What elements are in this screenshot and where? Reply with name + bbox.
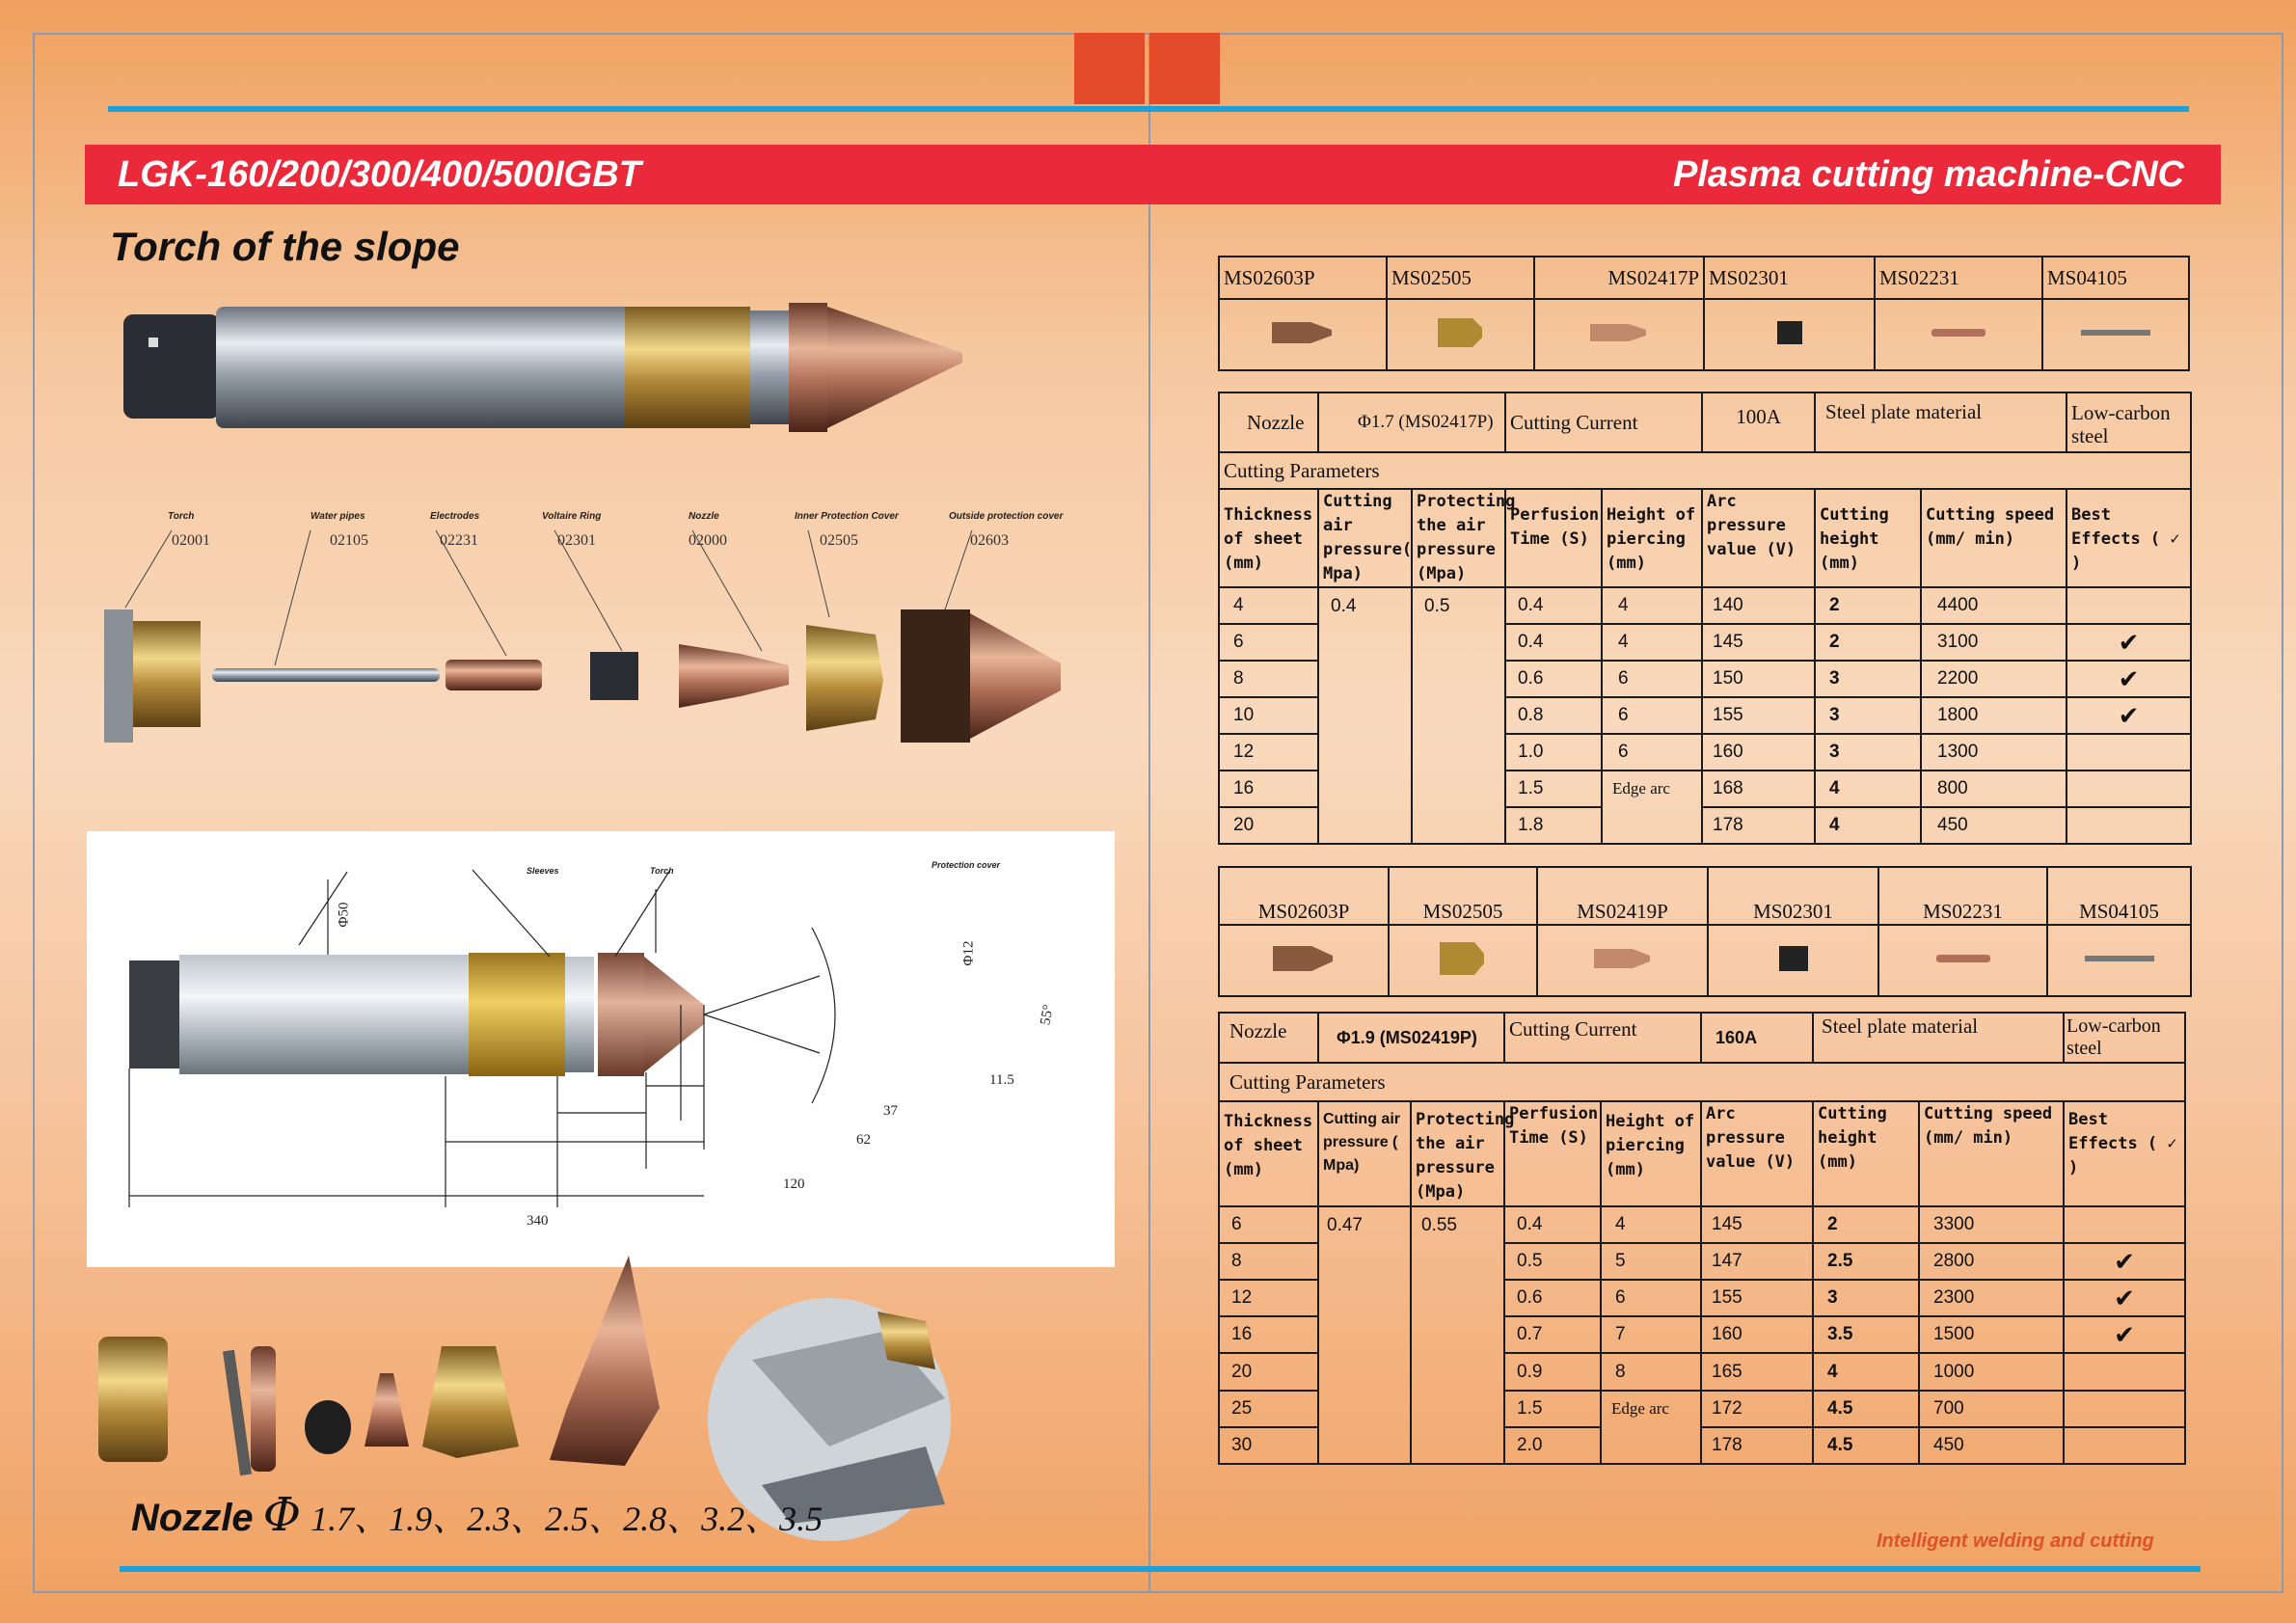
exploded-code-nozzle: 02000 xyxy=(689,532,727,549)
table2-part-code: MS02231 xyxy=(1878,867,2047,925)
table1-header: Height of piercing (mm) xyxy=(1602,489,1702,587)
exploded-code-electrodes: 02231 xyxy=(440,532,478,549)
table2-cell: 16 xyxy=(1219,1316,1318,1353)
table2-check: ✔ xyxy=(2064,1316,2185,1353)
exploded-code-water-pipes: 02105 xyxy=(330,532,368,549)
table1-cell: 3100 xyxy=(1921,624,2066,661)
dim-37: 37 xyxy=(883,1103,898,1119)
table1-cell: 12 xyxy=(1219,734,1318,771)
table2-part-image xyxy=(1389,925,1537,996)
table2-header: Cutting air pressure ( Mpa) xyxy=(1318,1101,1411,1205)
table1-header: Cutting air pressure( Mpa) xyxy=(1318,489,1412,587)
top-rule xyxy=(108,106,2189,112)
table2-protect-pressure: 0.55 xyxy=(1411,1206,1504,1464)
table1-check: ✔ xyxy=(2066,661,2191,697)
table2-part-image xyxy=(1537,925,1708,996)
table2-air-pressure: 0.47 xyxy=(1318,1206,1411,1464)
table2-cell: 450 xyxy=(1919,1427,2064,1464)
table1-part-code: MS02301 xyxy=(1704,257,1875,299)
table2-header: Arc pressure value (V) xyxy=(1701,1101,1813,1205)
table1-cell: 4 xyxy=(1815,771,1921,807)
table1-cell: 1.5 xyxy=(1505,771,1602,807)
table2-header: Cutting height (mm) xyxy=(1813,1101,1919,1205)
table1-cell: 1.8 xyxy=(1505,807,1602,844)
exploded-label-outside-cover: Outside protection cover xyxy=(949,511,1064,522)
table2-cell: 2 xyxy=(1813,1206,1919,1243)
nozzle-label: Nozzle xyxy=(131,1497,254,1539)
table1-edge-arc: Edge arc xyxy=(1602,771,1702,844)
table1-cell: 4400 xyxy=(1921,587,2066,624)
table2-cell: 2800 xyxy=(1919,1243,2064,1280)
exploded-code-outside-cover: 02603 xyxy=(970,532,1009,549)
table1-part-code: MS02505 xyxy=(1387,257,1534,299)
table2-cell: 2.5 xyxy=(1813,1243,1919,1280)
dim-340: 340 xyxy=(527,1213,549,1229)
model-title: LGK-160/200/300/400/500IGBT xyxy=(118,154,641,195)
table1-cell: 155 xyxy=(1702,697,1815,734)
section-title: Torch of the slope xyxy=(110,224,460,269)
table2-part-code: MS02603P xyxy=(1219,867,1389,925)
table1-cell: 800 xyxy=(1921,771,2066,807)
table2-cell: 4.5 xyxy=(1813,1427,1919,1464)
nozzle-sizes-line xyxy=(131,1488,823,1542)
table1-cell: 3 xyxy=(1815,734,1921,771)
table1-cell: 2 xyxy=(1815,587,1921,624)
table2-cell: 6 xyxy=(1601,1280,1701,1316)
table2-cell: 1500 xyxy=(1919,1316,2064,1353)
table2-header: Height of piercing (mm) xyxy=(1601,1101,1701,1205)
table1-cell: 16 xyxy=(1219,771,1318,807)
table1-part-image xyxy=(1534,299,1704,370)
table2-current-label: Cutting Current xyxy=(1504,1013,1701,1063)
table2-part-image xyxy=(1219,925,1389,996)
table2-cell: 165 xyxy=(1701,1353,1813,1390)
table2-edge-arc: Edge arc xyxy=(1601,1391,1701,1464)
table2-cell: 160 xyxy=(1701,1316,1813,1353)
table2-check xyxy=(2064,1391,2185,1427)
table1-cell: 6 xyxy=(1219,624,1318,661)
table2-header: Perfusion Time (S) xyxy=(1504,1101,1601,1205)
table1-check: ✔ xyxy=(2066,624,2191,661)
table1-nozzle-value: Φ1.7 (MS02417P) xyxy=(1318,392,1505,452)
table2-cell: 7 xyxy=(1601,1316,1701,1353)
table2-cell: 4 xyxy=(1813,1353,1919,1390)
exploded-code-torch: 02001 xyxy=(172,532,210,549)
table1-part-code: MS04105 xyxy=(2042,257,2189,299)
table2-part-code: MS02505 xyxy=(1389,867,1537,925)
table1-cell: 0.4 xyxy=(1505,624,1602,661)
drawing-label-protection-cover: Protection cover xyxy=(932,860,1001,870)
table2-cell: 1.5 xyxy=(1504,1391,1601,1427)
dim-diameter-50: Φ50 xyxy=(336,902,352,928)
table1-current-label: Cutting Current xyxy=(1505,392,1702,452)
table1-header: Cutting speed (mm/ min) xyxy=(1921,489,2066,587)
table2-cell: 2.0 xyxy=(1504,1427,1601,1464)
table1-params-label: Cutting Parameters xyxy=(1219,452,2191,489)
page-spine xyxy=(1148,33,1150,1593)
table1-cell: 0.4 xyxy=(1505,587,1602,624)
nozzle-phi-symbol: Φ xyxy=(262,1488,302,1542)
table2-cell: 178 xyxy=(1701,1427,1813,1464)
table1-cell: 178 xyxy=(1702,807,1815,844)
table2-cell: 3 xyxy=(1813,1280,1919,1316)
table1-cell: 450 xyxy=(1921,807,2066,844)
table2-current-value: 160A xyxy=(1701,1013,1813,1063)
table1-part-image xyxy=(1219,299,1387,370)
table2-cell: 30 xyxy=(1219,1427,1318,1464)
table2-check: ✔ xyxy=(2064,1243,2185,1280)
exploded-label-water-pipes: Water pipes xyxy=(311,511,365,522)
exploded-code-voltaire-ring: 02301 xyxy=(557,532,596,549)
table1-header: Perfusion Time (S) xyxy=(1505,489,1602,587)
table1-nozzle-label: Nozzle xyxy=(1219,392,1318,452)
product-title: Plasma cutting machine-CNC xyxy=(1673,154,2184,195)
table1-parts xyxy=(1218,256,2190,371)
table2-header: Thickness of sheet (mm) xyxy=(1219,1101,1318,1205)
table2-cell: 700 xyxy=(1919,1391,2064,1427)
table1-part-code: MS02603P xyxy=(1219,257,1387,299)
torch-photo xyxy=(123,293,972,438)
table2-part-code: MS02419P xyxy=(1537,867,1708,925)
table1-cell: 168 xyxy=(1702,771,1815,807)
table2-part-code: MS02301 xyxy=(1708,867,1878,925)
table1-part-image xyxy=(1387,299,1534,370)
table2-nozzle-label: Nozzle xyxy=(1219,1013,1318,1063)
table2-cell: 8 xyxy=(1219,1243,1318,1280)
table1-header: Thickness of sheet (mm) xyxy=(1219,489,1318,587)
exploded-code-inner-cover: 02505 xyxy=(820,532,858,549)
table2-cell: 0.4 xyxy=(1504,1206,1601,1243)
table1-cell: 3 xyxy=(1815,697,1921,734)
table2-part-code: MS04105 xyxy=(2047,867,2191,925)
dim-diameter-12: Φ12 xyxy=(960,940,977,966)
exploded-label-torch: Torch xyxy=(168,511,195,522)
table1-protect-pressure: 0.5 xyxy=(1412,587,1505,844)
table1-header: Cutting height (mm) xyxy=(1815,489,1921,587)
table2-cell: 172 xyxy=(1701,1391,1813,1427)
table1-check xyxy=(2066,771,2191,807)
table2-cell: 1000 xyxy=(1919,1353,2064,1390)
table1-cell: 3 xyxy=(1815,661,1921,697)
table2-cell: 155 xyxy=(1701,1280,1813,1316)
table2-cell: 147 xyxy=(1701,1243,1813,1280)
table1-cell: 0.6 xyxy=(1505,661,1602,697)
table2-cell: 5 xyxy=(1601,1243,1701,1280)
table2-cell: 2300 xyxy=(1919,1280,2064,1316)
technical-drawing xyxy=(87,831,1115,1267)
table1-cell: 0.8 xyxy=(1505,697,1602,734)
drawing-label-sleeves: Sleeves xyxy=(527,866,559,876)
table1-cell: 2 xyxy=(1815,624,1921,661)
exploded-label-inner-cover: Inner Protection Cover xyxy=(795,511,899,522)
table1-cell: 6 xyxy=(1602,661,1702,697)
table2-part-image xyxy=(1878,925,2047,996)
drawing-label-torch: Torch xyxy=(650,866,674,876)
bottom-rule xyxy=(120,1566,2201,1572)
table1-header: Protecting the air pressure (Mpa) xyxy=(1412,489,1505,587)
table2-header: Protecting the air pressure (Mpa) xyxy=(1411,1101,1504,1205)
table1-check xyxy=(2066,734,2191,771)
table1-cell: 6 xyxy=(1602,697,1702,734)
drawing-lines xyxy=(87,831,1115,1267)
table1-part-image xyxy=(1875,299,2042,370)
table1-cell: 140 xyxy=(1702,587,1815,624)
exploded-label-voltaire-ring: Voltaire Ring xyxy=(542,511,602,522)
table1-cell: 1300 xyxy=(1921,734,2066,771)
table2-cell: 20 xyxy=(1219,1353,1318,1390)
table2-check: ✔ xyxy=(2064,1280,2185,1316)
dim-11-5: 11.5 xyxy=(989,1072,1014,1088)
exploded-label-nozzle: Nozzle xyxy=(689,511,719,522)
table2-check xyxy=(2064,1427,2185,1464)
table2-header: Cutting speed (mm/ min) xyxy=(1919,1101,2064,1205)
table2-nozzle-value: Φ1.9 (MS02419P) xyxy=(1318,1013,1504,1063)
table2-check xyxy=(2064,1353,2185,1390)
table2-cell: 12 xyxy=(1219,1280,1318,1316)
table2-header: Best Effects ( ✓ ) xyxy=(2064,1101,2185,1205)
table2-check xyxy=(2064,1206,2185,1243)
dim-62: 62 xyxy=(856,1132,871,1148)
table2-cell: 6 xyxy=(1219,1206,1318,1243)
dim-angle-55: 55° xyxy=(1038,1003,1057,1027)
top-tab-left xyxy=(1074,33,1145,104)
table1-cell: 6 xyxy=(1602,734,1702,771)
table1-header: Best Effects ( ✓ ) xyxy=(2066,489,2191,587)
table1-part-image xyxy=(2042,299,2189,370)
table2-plate-label: Steel plate material xyxy=(1813,1013,2064,1063)
table2-cell: 4 xyxy=(1601,1206,1701,1243)
table1-check xyxy=(2066,587,2191,624)
table2-cell: 4.5 xyxy=(1813,1391,1919,1427)
table1-cell: 150 xyxy=(1702,661,1815,697)
table1-current-value: 100A xyxy=(1702,392,1815,452)
table2-params xyxy=(1218,1012,2186,1465)
footer-tagline: Intelligent welding and cutting xyxy=(1877,1530,2154,1552)
table1-cell: 4 xyxy=(1219,587,1318,624)
table1-cell: 145 xyxy=(1702,624,1815,661)
table1-cell: 1800 xyxy=(1921,697,2066,734)
table1-cell: 8 xyxy=(1219,661,1318,697)
table2-cell: 3.5 xyxy=(1813,1316,1919,1353)
table1-plate-label: Steel plate material xyxy=(1815,392,2066,452)
table2-cell: 8 xyxy=(1601,1353,1701,1390)
table2-plate-value: Low-carbon steel xyxy=(2064,1013,2185,1063)
table2-part-image xyxy=(1708,925,1878,996)
exploded-view xyxy=(96,521,1080,752)
table2-part-image xyxy=(2047,925,2191,996)
exploded-label-electrodes: Electrodes xyxy=(430,511,480,522)
table1-cell: 4 xyxy=(1815,807,1921,844)
table1-check: ✔ xyxy=(2066,697,2191,734)
table2-cell: 0.5 xyxy=(1504,1243,1601,1280)
table2-cell: 3300 xyxy=(1919,1206,2064,1243)
nozzle-size-values: 1.7、1.9、2.3、2.5、2.8、3.2、3.5 xyxy=(311,1500,824,1538)
dim-120: 120 xyxy=(783,1177,805,1192)
table2-cell: 0.7 xyxy=(1504,1316,1601,1353)
table1-check xyxy=(2066,807,2191,844)
table2-cell: 145 xyxy=(1701,1206,1813,1243)
table2-cell: 25 xyxy=(1219,1391,1318,1427)
table2-cell: 0.6 xyxy=(1504,1280,1601,1316)
table1-cell: 2200 xyxy=(1921,661,2066,697)
table1-cell: 10 xyxy=(1219,697,1318,734)
table1-params xyxy=(1218,392,2192,845)
table1-part-image xyxy=(1704,299,1875,370)
table2-params-label: Cutting Parameters xyxy=(1219,1063,2185,1101)
table2-cell: 0.9 xyxy=(1504,1353,1601,1390)
table1-header: Arc pressure value (V) xyxy=(1702,489,1815,587)
table1-part-code: MS02231 xyxy=(1875,257,2042,299)
table1-cell: 160 xyxy=(1702,734,1815,771)
table1-part-code: MS02417P xyxy=(1534,257,1704,299)
table1-cell: 20 xyxy=(1219,807,1318,844)
table1-cell: 1.0 xyxy=(1505,734,1602,771)
table1-cell: 4 xyxy=(1602,587,1702,624)
top-tab-right xyxy=(1149,33,1220,104)
table1-air-pressure: 0.4 xyxy=(1318,587,1412,844)
table2-parts xyxy=(1218,866,2192,997)
table1-plate-value: Low-carbon steel xyxy=(2066,392,2191,452)
table1-cell: 4 xyxy=(1602,624,1702,661)
